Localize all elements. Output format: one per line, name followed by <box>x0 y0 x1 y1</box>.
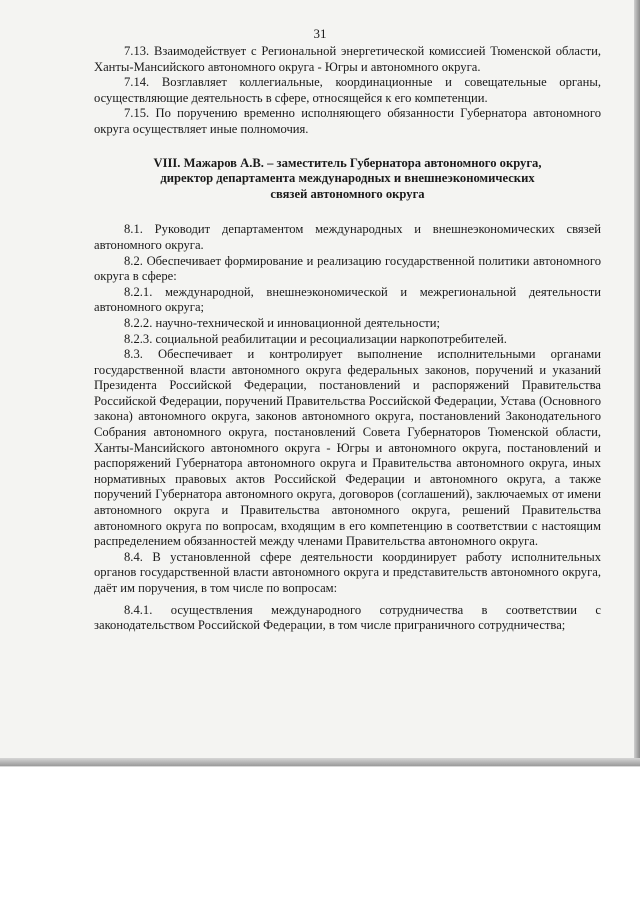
section-heading-line-2: директор департамента международных и внешнеэкономических <box>160 171 535 186</box>
paragraph-8-4-1: 8.4.1. осуществления международного сотрудничества в соответствии с законодательством Российской Федерации, в том числе приграничного сотрудничества; <box>94 602 601 633</box>
paragraph-7-13: 7.13. Взаимодействует с Региональной энергетической комиссией Тюменской области, Ханты-Мансийского автономного округа - Югры и автономного округа. <box>94 44 601 74</box>
section-heading-line-1: VIII. Мажаров А.В. – заместитель Губернатора автономного округа, <box>153 155 542 170</box>
paragraph-8-1: 8.1. Руководит департаментом международных и внешнеэкономических связей автономного округа. <box>94 222 601 252</box>
section-heading <box>94 156 601 203</box>
paragraph-8-2: 8.2. Обеспечивает формирование и реализацию государственной политики автономного округа в сфере: <box>94 253 601 284</box>
document-body <box>94 44 601 634</box>
paragraph-8-4: 8.4. В установленной сфере деятельности координирует работу исполнительных органов государственной власти автономного округа и представительств автономного округа, даёт им поручения, в том числе по вопросам: <box>94 549 601 595</box>
paragraph-7-15: 7.15. По поручению временно исполняющего обязанности Губернатора автономного округа осуществляет иные полномочия. <box>94 106 601 136</box>
paragraph-8-3: 8.3. Обеспечивает и контролирует выполнение исполнительными органами государственной власти автономного округа федеральных законов, поручений и указаний Президента Российской Федерации, постановлений и распоряжений Правительства Российской Федерации, поручений Правительства Российской Федерации, Устава (Основного закона) автономного округа, законов автономного округа, постановлений Законодательного Собрания автономного округа, постановлений Совета Губернаторов Тюменской области, Ханты-Мансийского автономного округа - Югры и автономного округа, постановлений и распоряжений Губернатора автономного округа и Правительства автономного округа, иных нормативных правовых актов Российской Федерации и автономного округа, а также поручений Губернатора автономного округа, договоров (соглашений), заключаемых от имени автономного округа и Правительства автономного округа, решений Правительства автономного округа по вопросам, входящим в его компетенцию в соответствии с настоящим распределением обязанностей между членами Правительства автономного округа. <box>94 347 601 549</box>
paragraph-8-2-2: 8.2.2. научно-технической и инновационной деятельности; <box>124 315 441 330</box>
paragraph-8-2-3: 8.2.3. социальной реабилитации и ресоциализации наркопотребителей. <box>124 331 507 346</box>
scan-edge-bottom <box>0 758 640 766</box>
section-heading-line-3: связей автономного округа <box>270 186 425 201</box>
paragraph-8-2-1: 8.2.1. международной, внешнеэкономической и межрегиональной деятельности автономного округа; <box>94 284 601 315</box>
scan-edge-right <box>634 0 640 766</box>
paragraph-7-14: 7.14. Возглавляет коллегиальные, координационные и совещательные органы, осуществляющие деятельность в сфере, относящейся к его компетенции. <box>94 75 601 105</box>
page-number: 31 <box>313 26 327 41</box>
